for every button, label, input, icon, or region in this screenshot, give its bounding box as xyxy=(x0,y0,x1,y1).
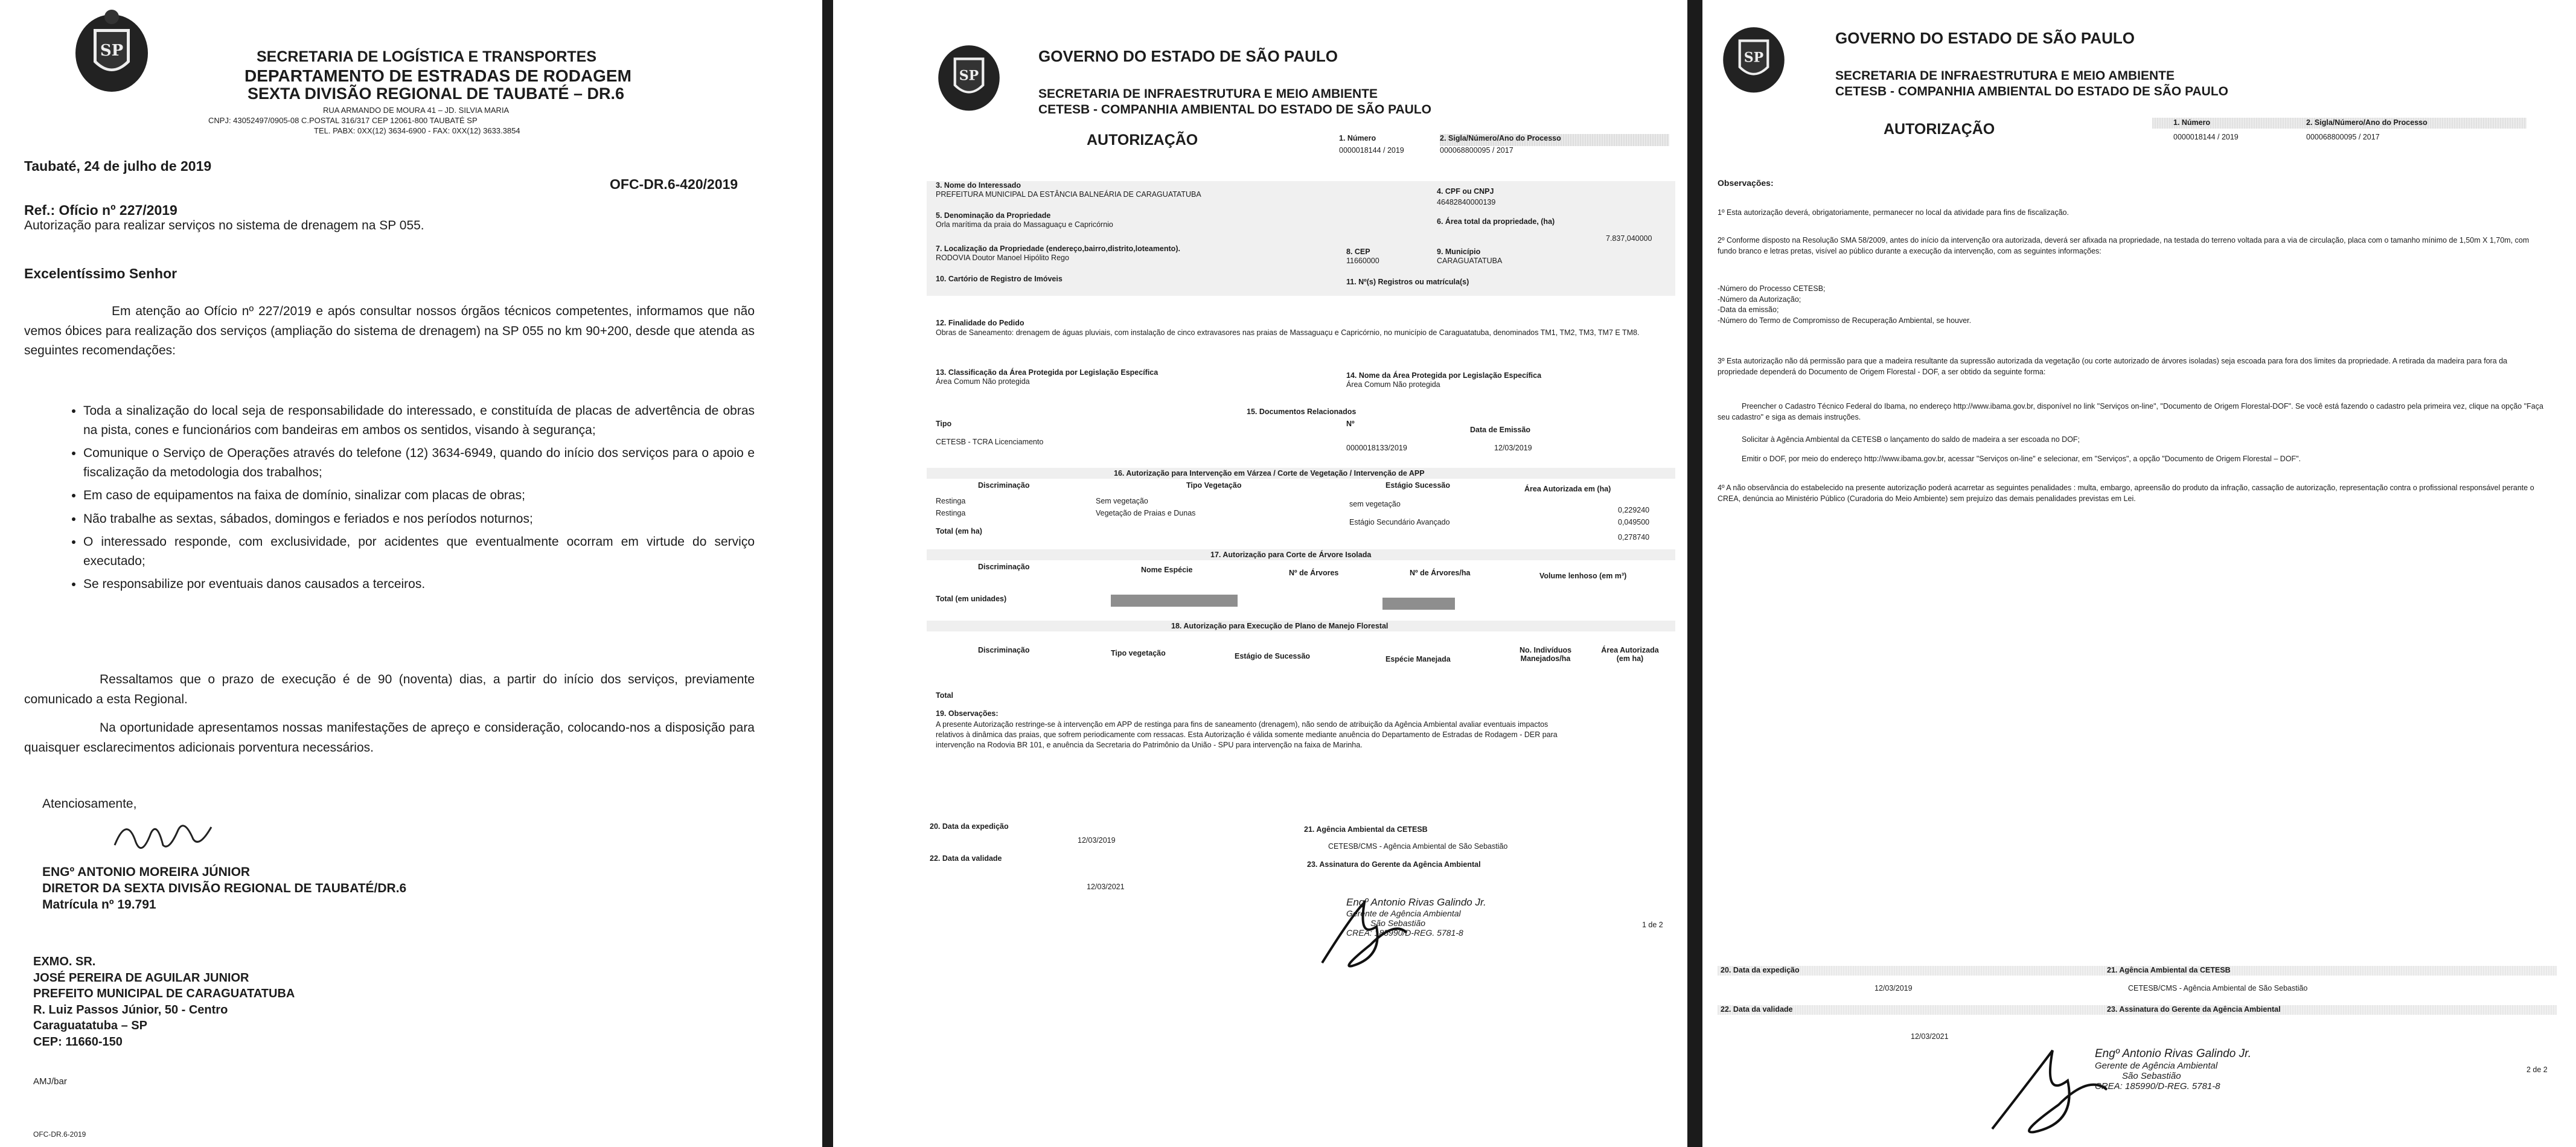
table-cell: 0,049500 xyxy=(1618,518,1650,526)
field-label: 11. Nº(s) Registros ou matrícula(s) xyxy=(1346,278,1469,286)
field-label: 7. Localização da Propriedade (endereço,bairro,distrito,loteamento). xyxy=(936,244,1180,253)
field-value: 11660000 xyxy=(1346,257,1379,265)
table-cell: Estágio Secundário Avançado xyxy=(1349,518,1450,526)
field-value: 12/03/2019 xyxy=(1874,984,1913,992)
section-title: 16. Autorização para Intervenção em Várzea / Corte de Vegetação / Intervenção de APP xyxy=(1114,469,1425,478)
list-item: • Não trabalhe as sextas, sábados, domingos e feriados e nos períodos noturnos; xyxy=(83,510,755,529)
observations-title: Observações: xyxy=(1718,178,1774,188)
table-cell: Restinga xyxy=(936,509,966,517)
table-total-label: Total (em unidades) xyxy=(936,595,1007,603)
observation-3a: Preencher o Cadastro Técnico Federal do Ibama, no endereço http://www.ibama.gov.br, disponível no link "Serviços on-line", "Documento de Origem Florestal-DOF". Se você está fazendo o cadastro pela primeira vez, clique na opção "Faça seu cadastro" e siga as demais instruções. xyxy=(1718,402,2543,421)
signer-registration: Matrícula nº 19.791 xyxy=(42,898,156,912)
header-secretaria: SECRETARIA DE INFRAESTRUTURA E MEIO AMBIENTE xyxy=(1038,87,1378,101)
letterhead-cnpj: CNPJ: 43052497/0905-08 C.POSTAL 316/317 CEP 12061-800 TAUBATÉ SP xyxy=(208,116,478,125)
field-value: Área Comum Não protegida xyxy=(936,377,1030,386)
stamp-line: São Sebastião xyxy=(1370,918,1426,928)
field-value: CETESB/CMS - Agência Ambiental de São Sebastião xyxy=(1328,842,1508,851)
letter-intro: Em atenção ao Ofício nº 227/2019 e após consultar nossos órgãos técnicos competentes, informamos que não vemos óbices para realização dos serviços (ampliação do sistema de drenagem) na SP 055 no km 90+200, desde que atenda as seguintes recomendações: xyxy=(24,304,755,358)
field-value: 46482840000139 xyxy=(1437,198,1496,206)
header-secretaria: SECRETARIA DE INFRAESTRUTURA E MEIO AMBIENTE xyxy=(1835,69,2175,83)
column-header: Volume lenhoso (em m³) xyxy=(1539,572,1627,580)
stamp-line: Gerente de Agência Ambiental xyxy=(2095,1060,2218,1071)
field-value: 000068800095 / 2017 xyxy=(2306,133,2380,141)
field-value: CARAGUATATUBA xyxy=(1437,257,1503,265)
section-title: 18. Autorização para Execução de Plano de Manejo Florestal xyxy=(1171,622,1389,630)
letter-closing: Na oportunidade apresentamos nossas manifestações de apreço e consideração, colocando-nos a disposição para quaisquer esclarecimentos adicionais porventura necessários. xyxy=(24,721,755,755)
field-label: 19. Observações: xyxy=(936,709,999,718)
table-total-label: Total (em ha) xyxy=(936,527,982,535)
signer-title: DIRETOR DA SEXTA DIVISÃO REGIONAL DE TAUBATÉ/DR.6 xyxy=(42,881,407,895)
field-label: 23. Assinatura do Gerente da Agência Ambiental xyxy=(1307,860,1481,869)
header-government: GOVERNO DO ESTADO DE SÃO PAULO xyxy=(1038,47,1338,65)
initials: AMJ/bar xyxy=(33,1076,67,1087)
field-label: 20. Data da expedição xyxy=(1721,966,1800,974)
table-cell: Vegetação de Praias e Dunas xyxy=(1096,509,1196,517)
field-label: 20. Data da expedição xyxy=(930,822,1009,831)
stamp-line: Engº Antonio Rivas Galindo Jr. xyxy=(2095,1047,2251,1060)
field-label: 5. Denominação da Propriedade xyxy=(936,211,1051,220)
field-label: 1. Número xyxy=(1339,134,1376,142)
observation-2: 2º Conforme disposto na Resolução SMA 58/2009, antes do início da intervenção ora autorizada, deverá ser afixada na propriedade, na testada do terreno voltada para a via de circulação, placa com o tamanho mínimo de 1,50m X 1,70m, com fundo branco e letras pretas, visível ao público durante a execução da intervenção, com as seguintes informações: xyxy=(1718,236,2530,255)
letterhead-phone: TEL. PABX: 0XX(12) 3634-6900 - FAX: 0XX(12) 3633.3854 xyxy=(314,126,520,135)
field-label: 4. CPF ou CNPJ xyxy=(1437,187,1494,196)
field-label: 22. Data da validade xyxy=(930,854,1002,863)
table-cell: Sem vegetação xyxy=(1096,497,1148,505)
column-header: Nº de Árvores/ha xyxy=(1410,569,1471,577)
field-value: RODOVIA Doutor Manoel Hipólito Rego xyxy=(936,254,1069,262)
addressee-block xyxy=(33,954,295,1050)
stamp-line: Gerente de Agência Ambiental xyxy=(1346,908,1461,918)
field-label: 21. Agência Ambiental da CETESB xyxy=(1304,825,1428,834)
doc-title: AUTORIZAÇÃO xyxy=(1884,121,1995,138)
letterhead-secretaria: SECRETARIA DE LOGÍSTICA E TRANSPORTES xyxy=(257,48,597,65)
list-item: -Número do Termo de Compromisso de Recuperação Ambiental, se houver. xyxy=(1718,316,1972,325)
field-value: Orla marítima da praia do Massaguaçu e Capricórnio xyxy=(936,220,1113,229)
field-label: 1. Número xyxy=(2173,118,2211,127)
header-government: GOVERNO DO ESTADO DE SÃO PAULO xyxy=(1835,29,2135,47)
field-value: 12/03/2021 xyxy=(1911,1032,1949,1041)
field-value: 000068800095 / 2017 xyxy=(1440,146,1513,155)
column-header: Discriminação xyxy=(978,646,1030,654)
addressee-line: EXMO. SR. xyxy=(33,955,96,968)
field-value: Área Comum Não protegida xyxy=(1346,380,1440,389)
field-label: 13. Classificação da Área Protegida por Legislação Específica xyxy=(936,368,1159,377)
field-label: 12. Finalidade do Pedido xyxy=(936,319,1024,327)
recommendation-list xyxy=(66,401,755,598)
observation-3c: Emitir o DOF, por meio do endereço http://www.ibama.gov.br, acessar "Serviços on-line" e selecionar, em "Serviços", a opção "Documento de Origem Florestal – DOF". xyxy=(1742,455,2301,463)
stamp-line: CREA: 185990/D-REG. 5781-8 xyxy=(1346,927,1463,938)
field-label: 3. Nome do Interessado xyxy=(936,181,1021,190)
field-label: 2. Sigla/Número/Ano do Processo xyxy=(2306,118,2427,127)
header-cetesb: CETESB - COMPANHIA AMBIENTAL DO ESTADO DE SÃO PAULO xyxy=(1835,85,2229,98)
letter-subject: Autorização para realizar serviços no sistema de drenagem na SP 055. xyxy=(24,219,424,232)
column-header: Data de Emissão xyxy=(1470,426,1531,434)
column-header: No. Indivíduos Manejados/ha xyxy=(1519,646,1572,663)
observation-3b: Solicitar à Agência Ambiental da CETESB o lançamento do saldo de madeira a ser escoada no DOF; xyxy=(1742,435,2080,444)
letter-date: Taubaté, 24 de julho de 2019 xyxy=(24,158,212,174)
sp-coat-of-arms-icon xyxy=(936,36,1002,115)
column-header: Tipo Vegetação xyxy=(1186,481,1242,490)
addressee-line: CEP: 11660-150 xyxy=(33,1035,123,1049)
column-header: Nome Espécie xyxy=(1141,566,1193,574)
list-item: • Comunique o Serviço de Operações através do telefone (12) 3634-6949, quando do início dos serviços para o apoio e fiscalização da metodologia dos trabalhos; xyxy=(83,444,755,482)
observations-text: A presente Autorização restringe-se à intervenção em APP de restinga para fins de saneamento (drenagem), não sendo de atribuição da Agência Ambiental avaliar eventuais impactos relativos à dinâmica das praias, que sofrem periodicamente com ressacas. Esta Autorização é válida somente mediante anuência do Departamento de Estradas de Rodagem - DER para intervenção na Rodovia BR 101, e anuência da Secretaria do Patrimônio da União - SPU para intervenção na faixa de Marinha. xyxy=(936,720,1558,749)
column-header: Estágio Sucessão xyxy=(1385,481,1450,490)
cetesb-authorization-page-1 xyxy=(833,0,1687,1147)
column-header: Área Autorizada em (ha) xyxy=(1524,485,1611,493)
addressee-line: R. Luiz Passos Júnior, 50 - Centro xyxy=(33,1003,228,1017)
field-value: 12/03/2021 xyxy=(1087,883,1125,891)
field-value: PREFEITURA MUNICIPAL DA ESTÂNCIA BALNEÁRIA DE CARAGUATATUBA xyxy=(936,190,1201,199)
stamp-line: São Sebastião xyxy=(2122,1071,2181,1082)
letterhead-address: RUA ARMANDO DE MOURA 41 – JD. SILVIA MARIA xyxy=(323,106,510,115)
list-item: • Toda a sinalização do local seja de responsabilidade do interessado, e constituída de placas de advertência de obras na pista, cones e funcionários com bandeiras em ambos os sentidos, visando à segurança; xyxy=(83,401,755,439)
letterhead-division: SEXTA DIVISÃO REGIONAL DE TAUBATÉ – DR.6 xyxy=(248,85,625,103)
table-cell: 0,229240 xyxy=(1618,506,1650,514)
column-header: Discriminação xyxy=(978,563,1030,571)
list-item: • Se responsabilize por eventuais danos causados a terceiros. xyxy=(83,575,755,594)
list-item: -Data da emissão; xyxy=(1718,305,1779,314)
redaction-bar xyxy=(1111,595,1238,607)
table-total-label: Total xyxy=(936,691,953,700)
field-label: 8. CEP xyxy=(1346,248,1370,256)
letter-reference: Ref.: Ofício nº 227/2019 xyxy=(24,202,177,218)
sp-coat-of-arms-icon xyxy=(1721,18,1787,97)
letter-regards: Atenciosamente, xyxy=(42,797,137,811)
letter-code: OFC-DR.6-420/2019 xyxy=(610,176,738,192)
list-item: -Número da Autorização; xyxy=(1718,295,1801,304)
observation-2-list xyxy=(1718,284,2502,326)
field-value: 0000018144 / 2019 xyxy=(2173,133,2239,141)
addressee-line: PREFEITO MUNICIPAL DE CARAGUATATUBA xyxy=(33,987,295,1001)
field-value: 12/03/2019 xyxy=(1078,836,1116,845)
doc-title: AUTORIZAÇÃO xyxy=(1087,132,1198,149)
field-label: 2. Sigla/Número/Ano do Processo xyxy=(1440,134,1561,142)
column-header: Espécie Manejada xyxy=(1385,655,1451,663)
section-title: 17. Autorização para Corte de Árvore Isolada xyxy=(1210,551,1372,559)
field-value: Obras de Saneamento: drenagem de águas pluviais, com instalação de cinco extravasores nas praias de Massaguaçu e Capricórnio, no município de Caraguatatuba, denominados TM1, TM2, TM3, TM7 E TM8. xyxy=(936,328,1640,337)
field-label: 9. Município xyxy=(1437,248,1481,256)
stamp-line: Engº Antonio Rivas Galindo Jr. xyxy=(1346,896,1486,908)
page-number: 1 de 2 xyxy=(1642,921,1663,929)
section-title: 15. Documentos Relacionados xyxy=(1247,407,1357,416)
field-value: CETESB/CMS - Agência Ambiental de São Sebastião xyxy=(2128,984,2308,992)
letter-deadline: Ressaltamos que o prazo de execução é de 90 (noventa) dias, a partir do início dos serviços, previamente comunicado a esta Regional. xyxy=(24,673,755,706)
observation-3: 3º Esta autorização não dá permissão para que a madeira resultante da supressão autorizada da vegetação (ou corte autorizado de árvores isoladas) seja escoada para fora dos limites da propriedade. A retirada da madeira para fora da propriedade dependerá do Documento de Origem Florestal - DOF, a ser obtido da seguinte forma: xyxy=(1718,357,2508,376)
sp-coat-of-arms-icon xyxy=(72,5,151,95)
addressee-line: JOSÉ PEREIRA DE AGUILAR JUNIOR xyxy=(33,971,249,985)
field-label: 6. Área total da propriedade, (ha) xyxy=(1437,217,1555,226)
column-header: Nº de Árvores xyxy=(1289,569,1339,577)
signer-name: ENGº ANTONIO MOREIRA JÚNIOR xyxy=(42,865,251,879)
cetesb-authorization-page-2 xyxy=(1702,0,2576,1147)
column-header: Nº xyxy=(1346,420,1355,428)
addressee-line: Caraguatatuba – SP xyxy=(33,1019,147,1033)
stamp-line: CREA: 185990/D-REG. 5781-8 xyxy=(2095,1081,2220,1092)
field-label: 22. Data da validade xyxy=(1721,1005,1793,1014)
footer-code: OFC-DR.6-2019 xyxy=(33,1130,86,1139)
column-header: Discriminação xyxy=(978,481,1030,490)
table-cell: sem vegetação xyxy=(1349,500,1401,508)
table-total: 0,278740 xyxy=(1618,533,1650,542)
letterhead-department: DEPARTAMENTO DE ESTRADAS DE RODAGEM xyxy=(244,66,631,85)
field-label: 14. Nome da Área Protegida por Legislação Específica xyxy=(1346,371,1542,380)
svg-text:SP: SP xyxy=(1743,50,1764,66)
field-value: 7.837,040000 xyxy=(1606,234,1652,243)
header-cetesb: CETESB - COMPANHIA AMBIENTAL DO ESTADO DE SÃO PAULO xyxy=(1038,103,1432,117)
signature-stamp xyxy=(2095,1047,2251,1092)
svg-text:SP: SP xyxy=(100,42,124,60)
field-label: 21. Agência Ambiental da CETESB xyxy=(2107,966,2231,974)
table-cell: CETESB - TCRA Licenciamento xyxy=(936,438,1044,446)
observation-1: 1º Esta autorização deverá, obrigatoriamente, permanecer no local da atividade para fins de fiscalização. xyxy=(1718,208,2069,217)
page-number: 2 de 2 xyxy=(2526,1066,2548,1074)
der-letter-page xyxy=(0,0,822,1147)
column-header: Tipo xyxy=(936,420,952,428)
column-header: Estágio de Sucessão xyxy=(1235,652,1311,660)
letter-salutation: Excelentíssimo Senhor xyxy=(24,266,177,281)
observation-4: 4º A não observância do estabelecido na presente autorização poderá acarretar as seguintes penalidades : multa, embargo, apreensão do produto da infração, cassação de autorização, representação contra o profissional responsável perante o CREA, denúncia ao Ministério Público (Curadoria do Meio Ambiente) sem prejuízo das demais penalidades previstas em Lei. xyxy=(1718,484,2534,503)
signature-stamp xyxy=(1346,896,1486,938)
table-cell: 12/03/2019 xyxy=(1494,444,1532,452)
column-header: Área Autorizada (em ha) xyxy=(1601,646,1659,663)
handwritten-signature xyxy=(109,809,217,863)
table-cell: Restinga xyxy=(936,497,966,505)
svg-text:SP: SP xyxy=(959,68,979,84)
list-item: -Número do Processo CETESB; xyxy=(1718,284,1826,293)
field-label: 10. Cartório de Registro de Imóveis xyxy=(936,275,1063,283)
redaction-bar xyxy=(1382,598,1455,610)
field-label: 23. Assinatura do Gerente da Agência Ambiental xyxy=(2107,1005,2281,1014)
field-value: 0000018144 / 2019 xyxy=(1339,146,1404,155)
table-cell: 0000018133/2019 xyxy=(1346,444,1407,452)
list-item: • Em caso de equipamentos na faixa de domínio, sinalizar com placas de obras; xyxy=(83,486,755,505)
list-item: • O interessado responde, com exclusividade, por acidentes que eventualmente ocorram em virtude do serviço executado; xyxy=(83,532,755,570)
column-header: Tipo vegetação xyxy=(1111,649,1166,657)
